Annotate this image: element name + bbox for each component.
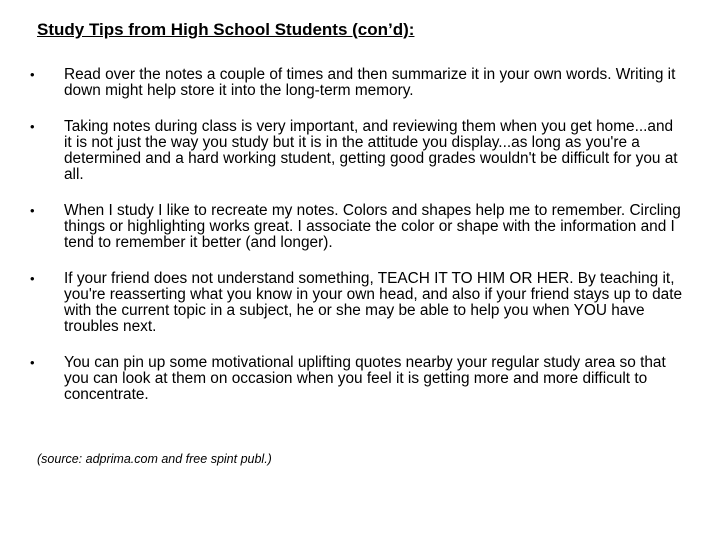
tip-text-2: Taking notes during class is very important, and reviewing them when you get home...and it is not just the way you study but it is in the attitude you display...as long as you're a determined and a hard working student, getting good grades wouldn't be difficult for you at all. <box>64 118 678 183</box>
tip-item-5 <box>30 355 685 403</box>
tip-item-3 <box>30 203 685 251</box>
tip-text-5: You can pin up some motivational uplifting quotes nearby your regular study area so that you can look at them on occasion when you feel it is getting more and more difficult to concentrate. <box>64 354 666 403</box>
tip-text-1: Read over the notes a couple of times and then summarize it in your own words. Writing it down might help store it into the long-term memory. <box>64 66 676 99</box>
tip-item-1 <box>30 67 685 99</box>
study-tips-list <box>30 67 685 423</box>
bullet-icon: • <box>30 355 35 370</box>
bullet-icon: • <box>30 271 35 286</box>
slide-title: Study Tips from High School Students (con’d): <box>37 20 415 39</box>
bullet-icon: • <box>30 67 35 82</box>
tip-text-4: If your friend does not understand something, TEACH IT TO HIM OR HER. By teaching it, you're reasserting what you know in your own head, and also if your friend stays up to date with the current topic in a subject, he or she may be able to help you when YOU have troubles next. <box>64 270 683 335</box>
tip-text-3: When I study I like to recreate my notes. Colors and shapes help me to remember. Circling things or highlighting works great. I associate the color or shape with the information and I tend to remember it better (and longer). <box>64 202 681 251</box>
tip-item-2 <box>30 119 685 183</box>
source-citation: (source: adprima.com and free spint publ.) <box>37 452 272 466</box>
tip-item-4 <box>30 271 685 335</box>
bullet-icon: • <box>30 203 35 218</box>
bullet-icon: • <box>30 119 35 134</box>
